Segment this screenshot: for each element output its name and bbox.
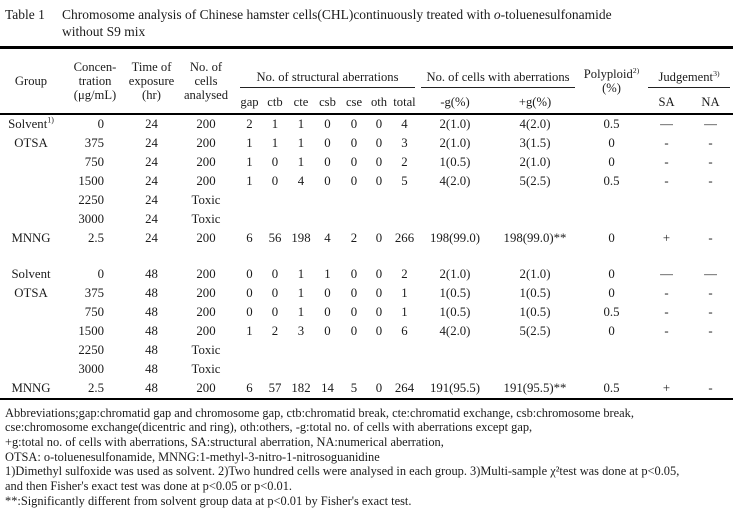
cell-cte: 1 bbox=[297, 267, 305, 281]
cell-pg: 5(2.5) bbox=[519, 324, 551, 338]
cell-poly bbox=[578, 210, 645, 229]
cell-cte: 3 bbox=[297, 324, 305, 338]
cell-poly bbox=[578, 341, 645, 360]
cell-gap bbox=[237, 210, 262, 229]
header-judgement: Judgement$^{3)}$ bbox=[645, 48, 733, 88]
header-polyploid: Polyploid$^{2)}$ (%) bbox=[583, 65, 640, 95]
cell-gap: 1 bbox=[246, 324, 253, 338]
cell-na: — bbox=[688, 114, 733, 134]
cell-pg bbox=[492, 360, 578, 379]
cell-sa bbox=[645, 360, 688, 379]
cell-csb: 0 bbox=[324, 155, 331, 169]
cell-oth bbox=[367, 191, 391, 210]
cell-cte bbox=[288, 191, 314, 210]
cell-cells: 200 bbox=[196, 324, 216, 338]
cell-mg: 191(95.5) bbox=[429, 381, 481, 395]
table-row bbox=[0, 210, 733, 229]
cell-poly: 0 bbox=[608, 136, 615, 150]
footnote-line: cse:chromosome exchange(dicentric and ring), oth:others, -g:total no. of cells with aberrations except gap, bbox=[5, 420, 533, 435]
cell-oth: 0 bbox=[367, 114, 391, 134]
cell-mg bbox=[418, 341, 492, 360]
cell-poly: 0.5 bbox=[578, 114, 645, 134]
cell-time: 48 bbox=[145, 267, 158, 281]
cell-pg: 191(95.5)** bbox=[503, 381, 567, 395]
cell-total: 1 bbox=[401, 286, 408, 300]
cell-na: - bbox=[708, 174, 713, 188]
cell-group: OTSA bbox=[14, 136, 48, 150]
cell-gap: 2 bbox=[237, 114, 262, 134]
cell-gap bbox=[237, 191, 262, 210]
cell-cells: 200 bbox=[196, 231, 216, 245]
cell-oth: 0 bbox=[375, 174, 383, 188]
header-csb: csb bbox=[319, 94, 336, 109]
header-sa: SA bbox=[658, 94, 675, 109]
cell-poly: 0.5 bbox=[603, 174, 620, 188]
cell-oth: 0 bbox=[375, 324, 383, 338]
cell-conc: 750 bbox=[84, 155, 104, 169]
footnotes bbox=[0, 400, 733, 509]
cell-time: 24 bbox=[128, 114, 175, 134]
cell-csb: 4 bbox=[324, 231, 331, 245]
cell-time: 24 bbox=[145, 212, 158, 226]
cell-sa: - bbox=[664, 136, 669, 150]
group-footnote-mark: 1) bbox=[47, 115, 54, 125]
cell-total: 2 bbox=[401, 267, 408, 281]
cell-gap: 6 bbox=[246, 231, 253, 245]
footnote-line: **:Significantly different from solvent group data at p<0.01 by Fisher's exact test. bbox=[5, 493, 412, 508]
cell-conc: 2.5 bbox=[88, 231, 104, 245]
cell-csb bbox=[314, 341, 341, 360]
cell-cse: 5 bbox=[350, 381, 358, 395]
cell-na: — bbox=[704, 267, 717, 281]
cell-cells: Toxic bbox=[191, 343, 221, 357]
cell-oth bbox=[367, 360, 391, 379]
cell-cells: 200 bbox=[175, 114, 237, 134]
cell-cse: 0 bbox=[341, 114, 367, 134]
cell-sa: - bbox=[664, 324, 669, 338]
cell-conc: 750 bbox=[84, 305, 104, 319]
cell-csb: 0 bbox=[324, 286, 331, 300]
cell-pg bbox=[492, 341, 578, 360]
cell-na: - bbox=[708, 155, 713, 169]
cell-time: 24 bbox=[145, 231, 158, 245]
cell-cse: 0 bbox=[350, 305, 358, 319]
cell-group: Solvent$^{1)}$ bbox=[0, 114, 62, 134]
cell-mg: 4(2.0) bbox=[439, 174, 471, 188]
cell-poly: 0 bbox=[608, 267, 615, 281]
cell-ctb: 0 bbox=[271, 155, 279, 169]
cell-conc: 1500 bbox=[78, 324, 104, 338]
cell-pg: 5(2.5) bbox=[519, 174, 551, 188]
caption-line1: Chromosome analysis of Chinese hamster cells(CHL)continuously treated with o-toluenesulfonamide bbox=[62, 7, 612, 22]
cell-mg: 4(2.0) bbox=[439, 324, 471, 338]
cell-group: Solvent bbox=[11, 267, 51, 281]
cell-pg: 1(0.5) bbox=[519, 286, 551, 300]
table-row bbox=[0, 284, 733, 303]
cell-sa: + bbox=[662, 231, 671, 245]
cell-sa: - bbox=[664, 174, 669, 188]
cell-cte: 1 bbox=[297, 305, 305, 319]
header-total: total bbox=[393, 94, 416, 109]
cell-sa: + bbox=[662, 381, 671, 395]
cell-time: 24 bbox=[145, 136, 158, 150]
cell-time: 24 bbox=[145, 193, 158, 207]
cell-csb bbox=[314, 360, 341, 379]
header-ctb: ctb bbox=[267, 94, 283, 109]
cell-gap: 0 bbox=[246, 286, 253, 300]
cell-cse: 0 bbox=[350, 324, 358, 338]
cell-mg: 1(0.5) bbox=[439, 305, 471, 319]
cell-sa: - bbox=[664, 286, 669, 300]
cell-na: - bbox=[708, 305, 713, 319]
cell-cse bbox=[341, 341, 367, 360]
cell-mg: 1(0.5) bbox=[439, 155, 471, 169]
header-group: Group bbox=[14, 73, 48, 88]
cell-mg bbox=[418, 210, 492, 229]
cell-conc: 3000 bbox=[78, 362, 104, 376]
cell-cte bbox=[288, 210, 314, 229]
cell-ctb: 0 bbox=[271, 305, 279, 319]
cell-ctb bbox=[262, 210, 288, 229]
cell-cte: 1 bbox=[288, 114, 314, 134]
cell-cells: Toxic bbox=[191, 212, 221, 226]
cell-cse: 0 bbox=[350, 286, 358, 300]
cell-poly: 0 bbox=[608, 231, 615, 245]
cell-conc: 2250 bbox=[78, 193, 104, 207]
header-oth: oth bbox=[370, 94, 388, 109]
cell-group bbox=[0, 191, 62, 210]
cell-pg: 2(1.0) bbox=[519, 155, 551, 169]
header-cte: cte bbox=[293, 94, 309, 109]
cell-na: - bbox=[708, 286, 713, 300]
cell-csb: 1 bbox=[324, 267, 331, 281]
table-row bbox=[0, 360, 733, 379]
header-concentration: Concen- tration (μg/mL) bbox=[73, 59, 117, 102]
cell-poly: 0.5 bbox=[603, 305, 620, 319]
header-time-of-exposure: Time of exposure (hr) bbox=[128, 59, 175, 102]
cell-total bbox=[391, 360, 418, 379]
header-minus-g: -g(%) bbox=[440, 94, 470, 109]
footnote-line: 1)Dimethyl sulfoxide was used as solvent. 2)Two hundred cells were analysed in each group. 3)Multi-sample χ²test was done at p<0.05, bbox=[5, 464, 680, 479]
cell-ctb: 57 bbox=[268, 381, 282, 395]
cell-cells: 200 bbox=[196, 155, 216, 169]
cell-conc: 375 bbox=[84, 136, 104, 150]
table-caption-text bbox=[62, 7, 727, 40]
cell-conc: 3000 bbox=[78, 212, 104, 226]
cell-poly: 0.5 bbox=[603, 381, 620, 395]
cell-cells: 200 bbox=[196, 305, 216, 319]
cell-mg: 2(1.0) bbox=[439, 136, 471, 150]
cell-pg bbox=[492, 191, 578, 210]
header-structural-aberrations: No. of structural aberrations bbox=[237, 48, 418, 88]
cell-cte bbox=[288, 341, 314, 360]
cell-na bbox=[688, 210, 733, 229]
cell-oth: 0 bbox=[375, 155, 383, 169]
cell-oth: 0 bbox=[375, 231, 383, 245]
cell-pg: 198(99.0)** bbox=[503, 231, 567, 245]
header-na: NA bbox=[701, 94, 720, 109]
table-body bbox=[0, 114, 733, 399]
cell-sa bbox=[645, 210, 688, 229]
cell-sa: - bbox=[664, 155, 669, 169]
polyploid-footnote-mark: 2) bbox=[632, 65, 640, 75]
cell-cte: 1 bbox=[297, 286, 305, 300]
cell-gap: 0 bbox=[246, 267, 253, 281]
cell-pg bbox=[492, 210, 578, 229]
cell-csb bbox=[314, 210, 341, 229]
cell-total: 6 bbox=[401, 324, 408, 338]
table-row bbox=[0, 114, 733, 134]
cell-cells: Toxic bbox=[191, 193, 221, 207]
cell-sa bbox=[645, 191, 688, 210]
cell-group bbox=[0, 172, 62, 191]
cell-cte: 182 bbox=[291, 381, 311, 395]
table-number: Table 1 bbox=[5, 7, 45, 22]
cell-group bbox=[0, 210, 62, 229]
cell-sa: — bbox=[645, 114, 688, 134]
cell-na: - bbox=[708, 136, 713, 150]
cell-cse: 0 bbox=[350, 174, 358, 188]
cell-time: 48 bbox=[145, 362, 158, 376]
cell-na: - bbox=[708, 324, 713, 338]
cell-gap bbox=[237, 360, 262, 379]
table-row bbox=[0, 134, 733, 153]
header-cells-analysed: No. of cells analysed bbox=[183, 59, 229, 102]
cell-oth: 0 bbox=[375, 286, 383, 300]
cell-pg: 1(0.5) bbox=[519, 305, 551, 319]
cell-ctb: 1 bbox=[262, 114, 288, 134]
cell-csb: 0 bbox=[324, 136, 331, 150]
cell-ctb: 0 bbox=[271, 174, 279, 188]
cell-total: 4 bbox=[391, 114, 418, 134]
cell-na: - bbox=[708, 231, 713, 245]
cell-na: - bbox=[708, 381, 713, 395]
cell-cse bbox=[341, 360, 367, 379]
header-cse: cse bbox=[345, 94, 363, 109]
cell-time: 24 bbox=[145, 174, 158, 188]
caption-line2: without S9 mix bbox=[62, 23, 146, 39]
cell-poly: 0 bbox=[608, 155, 615, 169]
cell-csb: 14 bbox=[321, 381, 334, 395]
footnote-line: and then Fisher's exact test was done at p<0.05 or p<0.01. bbox=[5, 479, 293, 494]
cell-csb: 0 bbox=[324, 174, 331, 188]
cell-poly bbox=[578, 360, 645, 379]
cell-cte: 198 bbox=[291, 231, 311, 245]
header-row-1 bbox=[0, 48, 733, 88]
cell-ctb: 56 bbox=[268, 231, 282, 245]
cell-total: 266 bbox=[394, 231, 415, 245]
block-separator bbox=[0, 248, 733, 265]
cell-total: 2 bbox=[401, 155, 408, 169]
cell-mg bbox=[418, 360, 492, 379]
footnote-line: Abbreviations;gap:chromatid gap and chromosome gap, ctb:chromatid break, cte:chromatid exchange, csb:chromosome break, bbox=[5, 405, 634, 420]
cell-gap: 0 bbox=[246, 305, 253, 319]
cell-conc: 1500 bbox=[78, 174, 104, 188]
cell-poly: 0 bbox=[608, 286, 615, 300]
table-row bbox=[0, 172, 733, 191]
cell-ctb bbox=[262, 360, 288, 379]
cell-conc: 375 bbox=[84, 286, 104, 300]
cell-oth bbox=[367, 341, 391, 360]
table-row bbox=[0, 379, 733, 399]
table-row bbox=[0, 153, 733, 172]
cell-pg: 4(2.0) bbox=[492, 114, 578, 134]
cell-cells: 200 bbox=[196, 267, 216, 281]
cell-pg: 2(1.0) bbox=[519, 267, 551, 281]
cell-mg: 198(99.0) bbox=[429, 231, 481, 245]
cell-total bbox=[391, 210, 418, 229]
cell-poly bbox=[578, 191, 645, 210]
cell-gap: 6 bbox=[246, 381, 253, 395]
cell-mg bbox=[418, 191, 492, 210]
cell-time: 48 bbox=[145, 343, 158, 357]
judgement-footnote-mark: 3) bbox=[713, 68, 720, 78]
header-gap: gap bbox=[240, 94, 259, 109]
cell-na bbox=[688, 191, 733, 210]
cell-ctb bbox=[262, 341, 288, 360]
cell-conc: 0 bbox=[97, 267, 104, 281]
footnote-line: +g:total no. of cells with aberrations, SA:structural aberration, NA:numerical aberration, bbox=[5, 434, 444, 449]
cell-total bbox=[391, 191, 418, 210]
cell-group bbox=[0, 153, 62, 172]
cell-oth: 0 bbox=[375, 305, 383, 319]
cell-ctb: 0 bbox=[271, 286, 279, 300]
cell-conc: 2.5 bbox=[88, 381, 104, 395]
cell-cse: 2 bbox=[350, 231, 358, 245]
data-table bbox=[0, 46, 733, 400]
table-row bbox=[0, 341, 733, 360]
table-caption bbox=[0, 0, 733, 40]
header-cells-with-aberrations: No. of cells with aberrations bbox=[418, 48, 578, 88]
cell-group bbox=[0, 360, 62, 379]
cell-oth: 0 bbox=[375, 381, 383, 395]
cell-group: MNNG bbox=[11, 381, 51, 395]
cell-mg: 1(0.5) bbox=[439, 286, 471, 300]
cell-conc: 0 bbox=[62, 114, 128, 134]
cell-time: 48 bbox=[145, 324, 158, 338]
cell-cse bbox=[341, 191, 367, 210]
cell-cte: 1 bbox=[297, 155, 305, 169]
cell-csb bbox=[314, 191, 341, 210]
cell-cte bbox=[288, 360, 314, 379]
cell-sa bbox=[645, 341, 688, 360]
cell-oth bbox=[367, 210, 391, 229]
header-plus-g: +g(%) bbox=[518, 94, 552, 109]
table-row bbox=[0, 191, 733, 210]
cell-cells: Toxic bbox=[191, 362, 221, 376]
cell-ctb bbox=[262, 191, 288, 210]
cell-sa: — bbox=[660, 267, 673, 281]
cell-pg: 3(1.5) bbox=[519, 136, 551, 150]
cell-mg: 2(1.0) bbox=[418, 114, 492, 134]
cell-cte: 1 bbox=[297, 136, 305, 150]
cell-oth: 0 bbox=[375, 136, 383, 150]
cell-time: 48 bbox=[145, 286, 158, 300]
cell-conc: 2250 bbox=[78, 343, 104, 357]
cell-group: MNNG bbox=[11, 231, 51, 245]
cell-total: 3 bbox=[401, 136, 408, 150]
cell-cse: 0 bbox=[350, 267, 358, 281]
cell-gap: 1 bbox=[246, 136, 253, 150]
cell-mg: 2(1.0) bbox=[439, 267, 471, 281]
table-row bbox=[0, 322, 733, 341]
cell-group bbox=[0, 303, 62, 322]
cell-group bbox=[0, 322, 62, 341]
cell-cte: 4 bbox=[297, 174, 305, 188]
cell-cse: 0 bbox=[350, 155, 358, 169]
cell-cells: 200 bbox=[196, 286, 216, 300]
cell-cells: 200 bbox=[196, 136, 216, 150]
cell-poly: 0 bbox=[608, 324, 615, 338]
cell-total bbox=[391, 341, 418, 360]
cell-total: 264 bbox=[394, 381, 415, 395]
cell-group: OTSA bbox=[14, 286, 48, 300]
cell-gap bbox=[237, 341, 262, 360]
cell-gap: 1 bbox=[246, 174, 253, 188]
table-row bbox=[0, 229, 733, 248]
table-row bbox=[0, 265, 733, 284]
cell-csb: 0 bbox=[324, 324, 331, 338]
cell-csb: 0 bbox=[314, 114, 341, 134]
cell-total: 1 bbox=[401, 305, 408, 319]
cell-sa: - bbox=[664, 305, 669, 319]
cell-time: 48 bbox=[145, 381, 158, 395]
cell-cse bbox=[341, 210, 367, 229]
cell-total: 5 bbox=[401, 174, 408, 188]
cell-time: 24 bbox=[145, 155, 158, 169]
table-row bbox=[0, 303, 733, 322]
cell-na bbox=[688, 360, 733, 379]
footnote-line: OTSA: o-toluenesulfonamide, MNNG:1-methyl-3-nitro-1-nitrosoguanidine bbox=[5, 449, 380, 464]
cell-csb: 0 bbox=[324, 305, 331, 319]
cell-oth: 0 bbox=[375, 267, 383, 281]
cell-ctb: 0 bbox=[271, 267, 279, 281]
cell-group bbox=[0, 341, 62, 360]
cell-cells: 200 bbox=[196, 381, 216, 395]
cell-ctb: 2 bbox=[271, 324, 279, 338]
cell-cells: 200 bbox=[196, 174, 216, 188]
cell-cse: 0 bbox=[350, 136, 358, 150]
cell-time: 48 bbox=[145, 305, 158, 319]
compound-name-italic: o- bbox=[493, 7, 506, 22]
cell-na bbox=[688, 341, 733, 360]
table-header bbox=[0, 48, 733, 114]
cell-ctb: 1 bbox=[271, 136, 279, 150]
cell-gap: 1 bbox=[246, 155, 253, 169]
